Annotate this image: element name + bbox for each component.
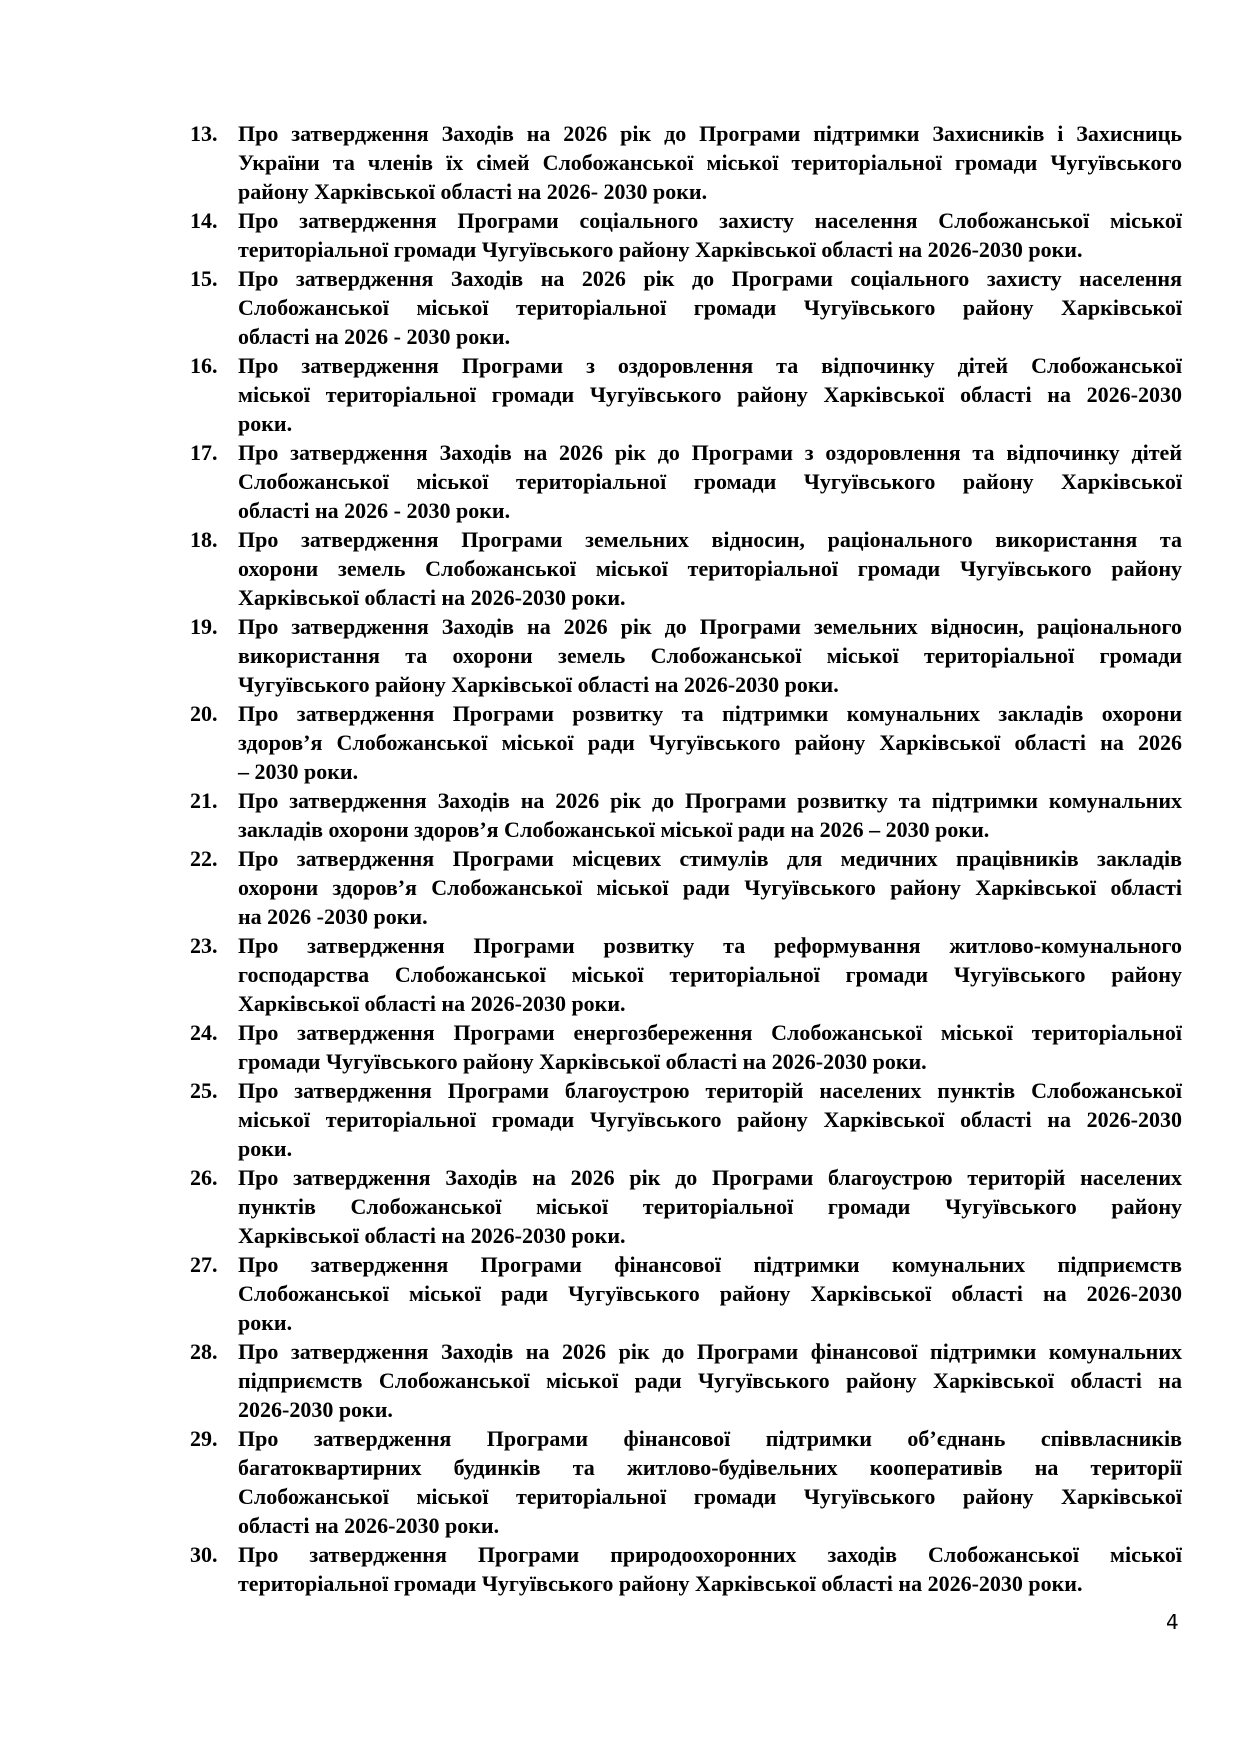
list-item [190,1163,1182,1250]
item-text-line: області на 2026 - 2030 роки. [238,498,511,523]
item-text-line: Про затвердження Програми енергозбереження Слобожанської міської територіальної [238,1020,1182,1045]
item-number: 14. [190,208,218,233]
item-text-line: області на 2026 - 2030 роки. [238,324,511,349]
item-text-line: Про затвердження Програми фінансової підтримки об’єднань співвласників [238,1426,1182,1451]
item-text-line: Про затвердження Заходів на 2026 рік до Програми соціального захисту населення [238,266,1182,291]
item-text-line: роки. [238,1136,293,1161]
item-text [238,786,1182,844]
item-text-line: пунктів Слобожанської міської територіальної громади Чугуївського району [238,1194,1182,1219]
item-text-line: Чугуївського району Харківської області на 2026-2030 роки. [238,672,839,697]
item-text [238,1424,1182,1540]
item-text-line: господарства Слобожанської міської територіальної громади Чугуївського району [238,962,1182,987]
list-item [190,1250,1182,1337]
item-text-line: Харківської області на 2026-2030 роки. [238,585,626,610]
item-text-line: Про затвердження Програми фінансової підтримки комунальних підприємств [238,1252,1182,1277]
item-text-line: Про затвердження Заходів на 2026 рік до Програми розвитку та підтримки комунальних [238,788,1182,813]
item-text-line: Про затвердження Програми розвитку та підтримки комунальних закладів охорони [238,701,1182,726]
item-text-line: Слобожанської міської територіальної громади Чугуївського району Харківської [238,469,1182,494]
list-item [190,264,1182,351]
item-text-line: територіальної громади Чугуївського району Харківської області на 2026-2030 роки. [238,237,1083,262]
item-text [238,438,1182,525]
list-item [190,1076,1182,1163]
item-number: 30. [190,1542,218,1567]
item-text-line: – 2030 роки. [238,759,359,784]
item-text [238,206,1182,264]
item-text-line: підприємств Слобожанської міської ради Чугуївського району Харківської області на [238,1368,1182,1393]
page-number: 4 [1166,1610,1179,1634]
item-text-line: територіальної громади Чугуївського району Харківської області на 2026-2030 роки. [238,1571,1083,1596]
item-number: 29. [190,1426,218,1451]
item-text-line: Про затвердження Заходів на 2026 рік до Програми підтримки Захисників і Захисниць [238,121,1182,146]
item-text-line: охорони здоров’я Слобожанської міської ради Чугуївського району Харківської області [238,875,1182,900]
list-item [190,931,1182,1018]
item-text-line: Про затвердження Програми місцевих стимулів для медичних працівників закладів [238,846,1182,871]
item-text-line: Слобожанської міської територіальної громади Чугуївського району Харківської [238,295,1182,320]
item-text-line: охорони земель Слобожанської міської територіальної громади Чугуївського району [238,556,1182,581]
item-text-line: Про затвердження Програми благоустрою територій населених пунктів Слобожанської [238,1078,1182,1103]
item-number: 23. [190,933,218,958]
item-number: 25. [190,1078,218,1103]
item-text-line: України та членів їх сімей Слобожанської міської територіальної громади Чугуївського [238,150,1182,175]
item-text-line: Про затвердження Програми з оздоровлення та відпочинку дітей Слобожанської [238,353,1182,378]
item-number: 13. [190,121,218,146]
list-item [190,699,1182,786]
item-number: 22. [190,846,218,871]
item-text-line: Про затвердження Заходів на 2026 рік до Програми земельних відносин, раціонального [238,614,1182,639]
item-number: 21. [190,788,218,813]
item-number: 27. [190,1252,218,1277]
item-text [238,1076,1182,1163]
item-text [238,699,1182,786]
item-text-line: Про затвердження Заходів на 2026 рік до Програми фінансової підтримки комунальних [238,1339,1182,1364]
item-text-line: закладів охорони здоров’я Слобожанської міської ради на 2026 – 2030 роки. [238,817,990,842]
item-text-line: здоров’я Слобожанської міської ради Чугуївського району Харківської області на 2026 [238,730,1182,755]
item-text [238,1540,1182,1598]
item-number: 24. [190,1020,218,1045]
item-text [238,1163,1182,1250]
item-number: 17. [190,440,218,465]
item-text-line: Про затвердження Заходів на 2026 рік до Програми благоустрою територій населених [238,1165,1182,1190]
item-text [238,1250,1182,1337]
item-number: 26. [190,1165,218,1190]
list-item [190,525,1182,612]
item-text-line: Про затвердження Програми соціального захисту населення Слобожанської міської [238,208,1182,233]
item-text-line: міської територіальної громади Чугуївського району Харківської області на 2026-2030 [238,1107,1182,1132]
item-text-line: району Харківської області на 2026- 2030 роки. [238,179,708,204]
item-text-line: роки. [238,1310,293,1335]
item-text [238,525,1182,612]
item-text [238,844,1182,931]
list-item [190,1540,1182,1598]
list-item [190,351,1182,438]
list-item [190,1337,1182,1424]
item-text-line: використання та охорони земель Слобожанської міської територіальної громади [238,643,1182,668]
item-text-line: Про затвердження Програми розвитку та реформування житлово-комунального [238,933,1182,958]
list-item [190,206,1182,264]
item-text [238,264,1182,351]
item-text [238,119,1182,206]
item-text-line: роки. [238,411,293,436]
list-item [190,612,1182,699]
agenda-list [190,119,1182,1598]
item-number: 15. [190,266,218,291]
item-text [238,1018,1182,1076]
item-text-line: Слобожанської міської ради Чугуївського району Харківської області на 2026-2030 [238,1281,1182,1306]
item-text-line: Про затвердження Програми природоохоронних заходів Слобожанської міської [238,1542,1182,1567]
list-item [190,786,1182,844]
list-item [190,1424,1182,1540]
list-item [190,438,1182,525]
item-text-line: Про затвердження Заходів на 2026 рік до Програми з оздоровлення та відпочинку дітей [238,440,1182,465]
list-item [190,119,1182,206]
item-text [238,1337,1182,1424]
item-text-line: громади Чугуївського району Харківської області на 2026-2030 роки. [238,1049,927,1074]
item-text [238,612,1182,699]
item-text [238,351,1182,438]
item-text-line: багатоквартирних будинків та житлово-будівельних кооперативів на території [238,1455,1182,1480]
item-text-line: 2026-2030 роки. [238,1397,393,1422]
item-number: 16. [190,353,218,378]
item-text [238,931,1182,1018]
item-text-line: міської територіальної громади Чугуївського району Харківської області на 2026-2030 [238,382,1182,407]
item-text-line: Харківської області на 2026-2030 роки. [238,1223,626,1248]
item-number: 19. [190,614,218,639]
list-item [190,1018,1182,1076]
item-number: 18. [190,527,218,552]
list-item [190,844,1182,931]
item-text-line: Харківської області на 2026-2030 роки. [238,991,626,1016]
item-text-line: Слобожанської міської територіальної громади Чугуївського району Харківської [238,1484,1182,1509]
item-text-line: області на 2026-2030 роки. [238,1513,500,1538]
item-text-line: на 2026 -2030 роки. [238,904,428,929]
item-number: 20. [190,701,218,726]
item-number: 28. [190,1339,218,1364]
item-text-line: Про затвердження Програми земельних відносин, раціонального використання та [238,527,1182,552]
